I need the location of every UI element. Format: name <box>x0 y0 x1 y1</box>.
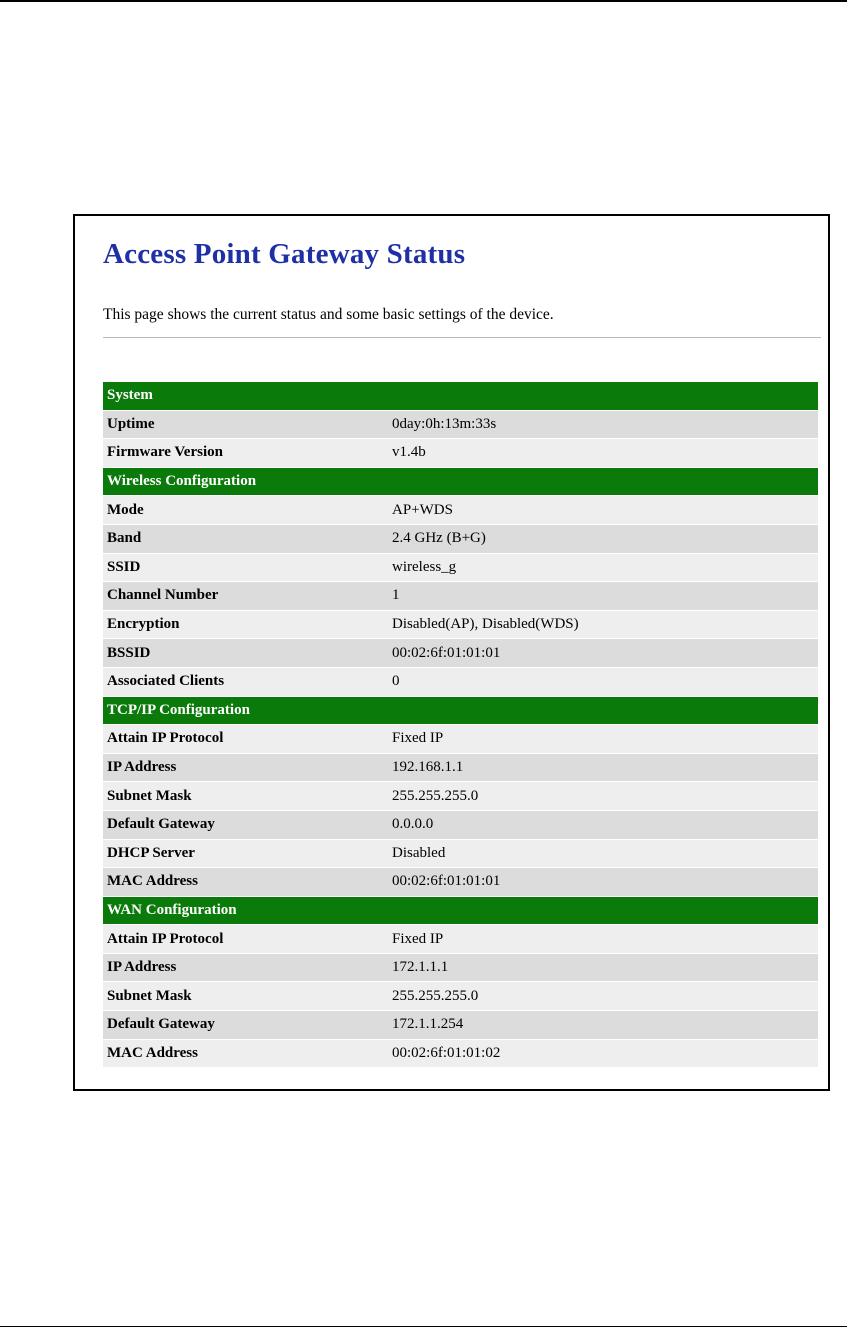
row-value: 0day:0h:13m:33s <box>392 415 497 432</box>
row-value: 2.4 GHz (B+G) <box>392 530 486 547</box>
row-value: Fixed IP <box>392 730 444 747</box>
row-label: Mode <box>107 501 144 518</box>
row-label: Default Gateway <box>107 816 215 833</box>
row-value: 0.0.0.0 <box>392 816 434 833</box>
row-value: 172.1.1.254 <box>392 1016 464 1033</box>
row-value: 00:02:6f:01:01:01 <box>392 644 501 661</box>
row-value: 1 <box>392 587 400 604</box>
table-row-mode <box>103 496 818 525</box>
table-row-wan-ip-address <box>103 954 818 983</box>
section-header-system <box>103 382 818 411</box>
row-label: Band <box>107 530 142 547</box>
row-label: Default Gateway <box>107 1016 215 1033</box>
row-value: 255.255.255.0 <box>392 787 479 804</box>
row-value: wireless_g <box>392 558 457 575</box>
row-label: Attain IP Protocol <box>107 730 224 747</box>
table-row-firmware-version <box>103 439 818 468</box>
section-header-wireless <box>103 468 818 497</box>
table-row-attain-ip-protocol <box>103 725 818 754</box>
row-value: Disabled(AP), Disabled(WDS) <box>392 616 579 633</box>
table-row-subnet-mask <box>103 782 818 811</box>
top-rule <box>0 0 847 2</box>
row-value: 172.1.1.1 <box>392 959 449 976</box>
section-title: TCP/IP Configuration <box>107 701 250 718</box>
row-label: IP Address <box>107 759 177 776</box>
row-label: Subnet Mask <box>107 787 192 804</box>
row-value: AP+WDS <box>392 501 453 518</box>
table-row-default-gateway <box>103 811 818 840</box>
table-row-channel-number <box>103 582 818 611</box>
page-description: This page shows the current status and some basic settings of the device. <box>103 306 554 323</box>
bottom-rule <box>0 1326 847 1327</box>
row-label: Subnet Mask <box>107 987 192 1004</box>
table-row-wan-attain-ip-protocol <box>103 925 818 954</box>
row-label: MAC Address <box>107 873 198 890</box>
row-label: Encryption <box>107 616 180 633</box>
row-value: 192.168.1.1 <box>392 759 464 776</box>
row-label: Firmware Version <box>107 444 223 461</box>
section-title: WAN Configuration <box>107 901 237 918</box>
row-value: Fixed IP <box>392 930 444 947</box>
table-row-bssid <box>103 639 818 668</box>
row-label: SSID <box>107 558 141 575</box>
page-title: Access Point Gateway Status <box>103 238 466 270</box>
table-row-dhcp-server <box>103 840 818 869</box>
row-label: Uptime <box>107 415 155 432</box>
table-row-ssid <box>103 554 818 583</box>
status-page-frame <box>73 214 830 1091</box>
table-row-wan-subnet-mask <box>103 982 818 1011</box>
table-row-band <box>103 525 818 554</box>
row-value: 0 <box>392 673 400 690</box>
table-row-wan-mac-address <box>103 1040 818 1069</box>
row-label: IP Address <box>107 959 177 976</box>
divider <box>103 337 821 338</box>
table-row-encryption <box>103 611 818 640</box>
row-label: DHCP Server <box>107 844 195 861</box>
row-label: Channel Number <box>107 587 219 604</box>
table-row-mac-address <box>103 868 818 897</box>
row-value: 255.255.255.0 <box>392 987 479 1004</box>
row-value: v1.4b <box>392 444 426 461</box>
section-header-tcpip <box>103 697 818 726</box>
row-label: Associated Clients <box>107 673 225 690</box>
row-label: BSSID <box>107 644 151 661</box>
row-value: 00:02:6f:01:01:02 <box>392 1044 501 1061</box>
section-title: System <box>107 387 153 404</box>
table-row-associated-clients <box>103 668 818 697</box>
section-title: Wireless Configuration <box>107 473 257 490</box>
status-table <box>103 382 818 1068</box>
section-header-wan <box>103 897 818 926</box>
table-row-ip-address <box>103 754 818 783</box>
table-row-wan-default-gateway <box>103 1011 818 1040</box>
row-label: MAC Address <box>107 1044 198 1061</box>
row-value: 00:02:6f:01:01:01 <box>392 873 501 890</box>
table-row-uptime <box>103 411 818 440</box>
row-label: Attain IP Protocol <box>107 930 224 947</box>
row-value: Disabled <box>392 844 446 861</box>
